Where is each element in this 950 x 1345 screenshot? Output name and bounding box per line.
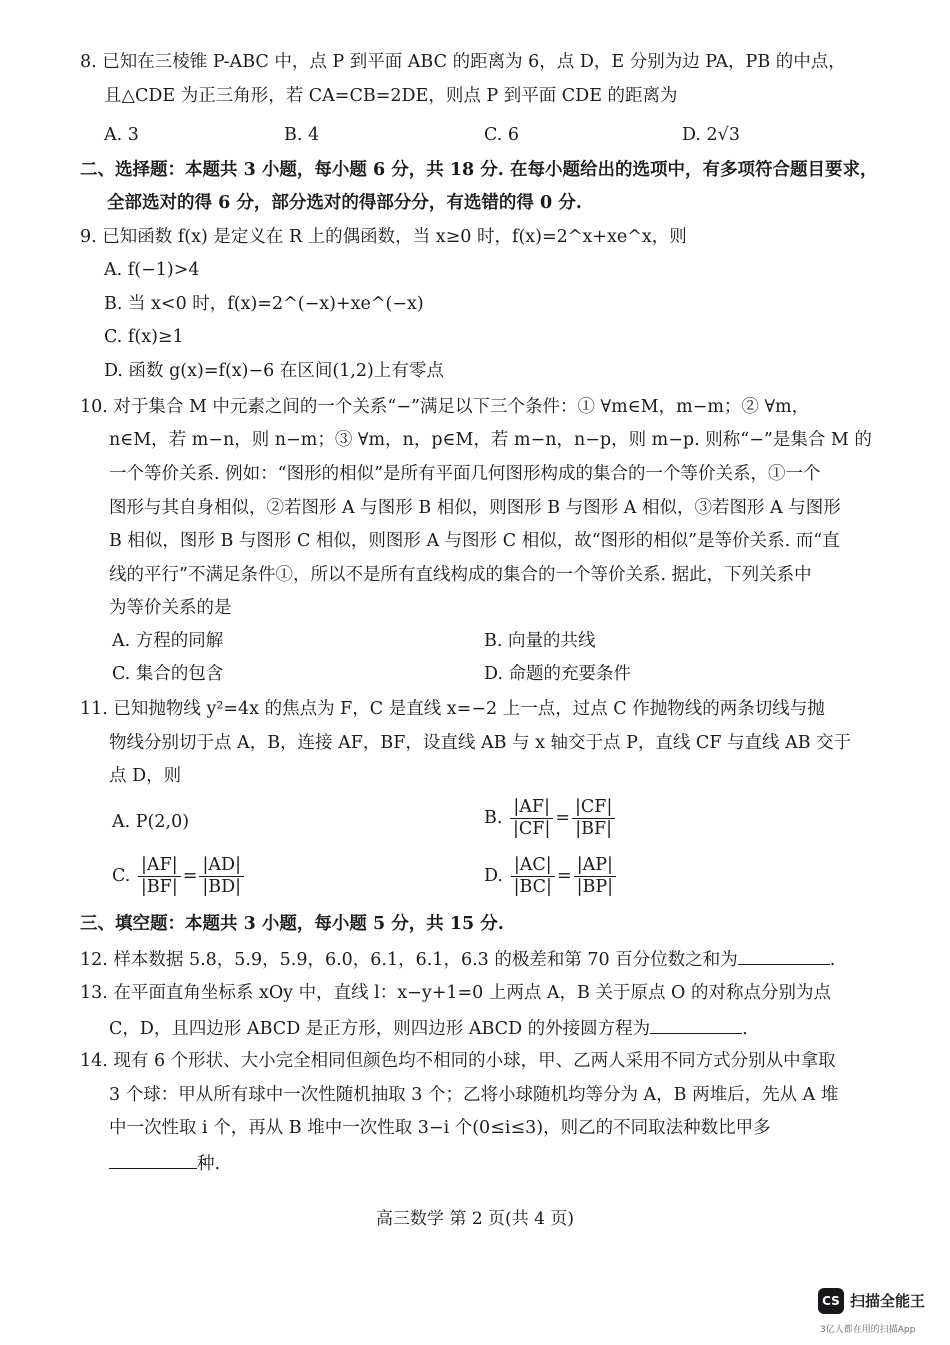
q14-line: 中一次性取 i 个，再从 B 堆中一次性取 3−i 个(0≤i≤3)，则乙的不同取法种数比甲多	[109, 1118, 771, 1138]
q13-end: .	[742, 1019, 748, 1039]
q8-option-b: B. 4	[284, 125, 320, 145]
q13-line1: 13. 在平面直角坐标系 xOy 中，直线 l：x−y+1=0 上两点 A，B 关于原点 O 的对称点分别为点	[80, 983, 831, 1003]
fraction-left	[510, 797, 553, 840]
fraction-right	[199, 855, 244, 898]
numerator: |AC|	[511, 855, 555, 877]
q9-option-c: C. f(x)≥1	[104, 327, 184, 347]
q8-option-d: D. 2√3	[682, 125, 740, 145]
q13-stem: C，D，且四边形 ABCD 是正方形，则四边形 ABCD 的外接圆方程为	[109, 1019, 651, 1039]
section2-heading: 二、选择题：本题共 3 小题，每小题 6 分，共 18 分. 在每小题给出的选项中，有多项符合题目要求，	[80, 160, 878, 180]
q12-stem: 12. 样本数据 5.8，5.9，5.9，6.0，6.1，6.1，6.3 的极差和第 70 百分位数之和为	[80, 950, 738, 970]
q14-line: 3 个球：甲从所有球中一次性随机抽取 3 个；乙将小球随机均等分为 A，B 两堆后，先从 A 堆	[109, 1085, 839, 1105]
answer-blank[interactable]	[109, 1150, 197, 1169]
fraction-left	[511, 855, 555, 898]
option-prefix: D.	[484, 866, 503, 886]
numerator: |AP|	[574, 855, 616, 877]
q8-option-c: C. 6	[484, 125, 520, 145]
q11-option-c: C. $\frac{|AF|}{|BF|}$ = $\frac{|AD|}{|BD|}$	[112, 855, 246, 898]
q10-option-a: A. 方程的同解	[112, 631, 224, 651]
q10-line: 为等价关系的是	[109, 598, 232, 618]
q11-line: 11. 已知抛物线 y²=4x 的焦点为 F，C 是直线 x=−2 上一点，过点 C 作抛物线的两条切线与抛	[80, 699, 825, 719]
numerator: |AF|	[510, 797, 553, 819]
q10-option-c: C. 集合的包含	[112, 664, 224, 684]
fraction-right	[574, 855, 616, 898]
q12-text	[80, 946, 835, 972]
q9-stem: 9. 已知函数 f(x) 是定义在 R 上的偶函数，当 x≥0 时，f(x)=2^x+xe^x，则	[80, 227, 687, 247]
section2-rules: 全部选对的得 6 分，部分选对的得部分分，有选错的得 0 分.	[107, 193, 582, 213]
q13-line2	[109, 1015, 748, 1041]
q11-option-b: B. $\frac{|AF|}{|CF|}$ = $\frac{|CF|}{|BF|}$	[484, 797, 617, 840]
watermark-name: 扫描全能王	[850, 1292, 926, 1310]
q11-line: 物线分别切于点 A，B，连接 AF，BF，设直线 AB 与 x 轴交于点 P，直线 CF 与直线 AB 交于	[109, 733, 852, 753]
denominator: |BD|	[202, 877, 242, 897]
q10-line: n∈M，若 m−n，则 n−m；③ ∀m，n，p∈M，若 m−n，n−p，则 m−p. 则称“−”是集合 M 的	[109, 430, 872, 450]
q8-line1: 8. 已知在三棱锥 P-ABC 中，点 P 到平面 ABC 的距离为 6，点 D，E 分别为边 PA，PB 的中点，	[80, 52, 846, 72]
q9-option-a: A. f(−1)>4	[104, 260, 200, 280]
option-prefix: B.	[484, 808, 503, 828]
q10-option-b: B. 向量的共线	[484, 631, 596, 651]
q14-end: 种.	[197, 1154, 221, 1174]
numerator: |AF|	[138, 855, 181, 877]
page-footer: 高三数学 第 2 页(共 4 页)	[376, 1209, 574, 1229]
answer-blank[interactable]	[738, 946, 830, 965]
denominator: |BP|	[576, 877, 614, 897]
numerator: |AD|	[199, 855, 244, 877]
denominator: |BC|	[513, 877, 552, 897]
q10-line: 线的平行”不满足条件①，所以不是所有直线构成的集合的一个等价关系. 据此，下列关系中	[109, 565, 812, 585]
watermark-tagline: 3亿人都在用的扫描App	[820, 1325, 916, 1335]
fraction-right	[572, 797, 615, 840]
q10-line: 图形与其自身相似，②若图形 A 与图形 B 相似，则图形 B 与图形 A 相似，③若图形 A 与图形	[109, 498, 841, 518]
q9-option-d: D. 函数 g(x)=f(x)−6 在区间(1,2)上有零点	[104, 361, 444, 381]
q8-line2: 且△CDE 为正三角形，若 CA=CB=2DE，则点 P 到平面 CDE 的距离为	[104, 86, 678, 106]
scanner-watermark	[818, 1288, 948, 1340]
q10-option-d: D. 命题的充要条件	[484, 664, 632, 684]
q14-line4	[109, 1150, 220, 1176]
denominator: |BF|	[140, 877, 178, 897]
numerator: |CF|	[572, 797, 615, 819]
q10-line: 一个等价关系. 例如：“图形的相似”是所有平面几何图形构成的集合的一个等价关系，①一个	[109, 464, 821, 484]
q14-line: 14. 现有 6 个形状、大小完全相同但颜色均不相同的小球，甲、乙两人采用不同方式分别从中拿取	[80, 1051, 836, 1071]
option-prefix: C.	[112, 866, 131, 886]
section3-heading: 三、填空题：本题共 3 小题，每小题 5 分，共 15 分.	[80, 914, 504, 934]
q9-option-b: B. 当 x<0 时，f(x)=2^(−x)+xe^(−x)	[104, 294, 424, 314]
q11-option-d: D. $\frac{|AC|}{|BC|}$ = $\frac{|AP|}{|BP|}$	[484, 855, 618, 898]
q10-line: 10. 对于集合 M 中元素之间的一个关系“−”满足以下三个条件：① ∀m∈M，m−m；② ∀m，	[80, 397, 810, 417]
q10-line: B 相似，图形 B 与图形 C 相似，则图形 A 与图形 C 相似，故“图形的相似”是等价关系. 而“直	[109, 531, 840, 551]
q12-end: .	[829, 950, 836, 970]
denominator: |CF|	[513, 819, 551, 839]
camscanner-logo-icon: CS	[818, 1288, 844, 1314]
answer-blank[interactable]	[650, 1015, 742, 1034]
q11-option-a: A. P(2,0)	[112, 812, 190, 832]
fraction-left	[138, 855, 181, 898]
q8-option-a: A. 3	[104, 125, 139, 145]
q11-line: 点 D，则	[109, 766, 182, 786]
denominator: |BF|	[575, 819, 613, 839]
